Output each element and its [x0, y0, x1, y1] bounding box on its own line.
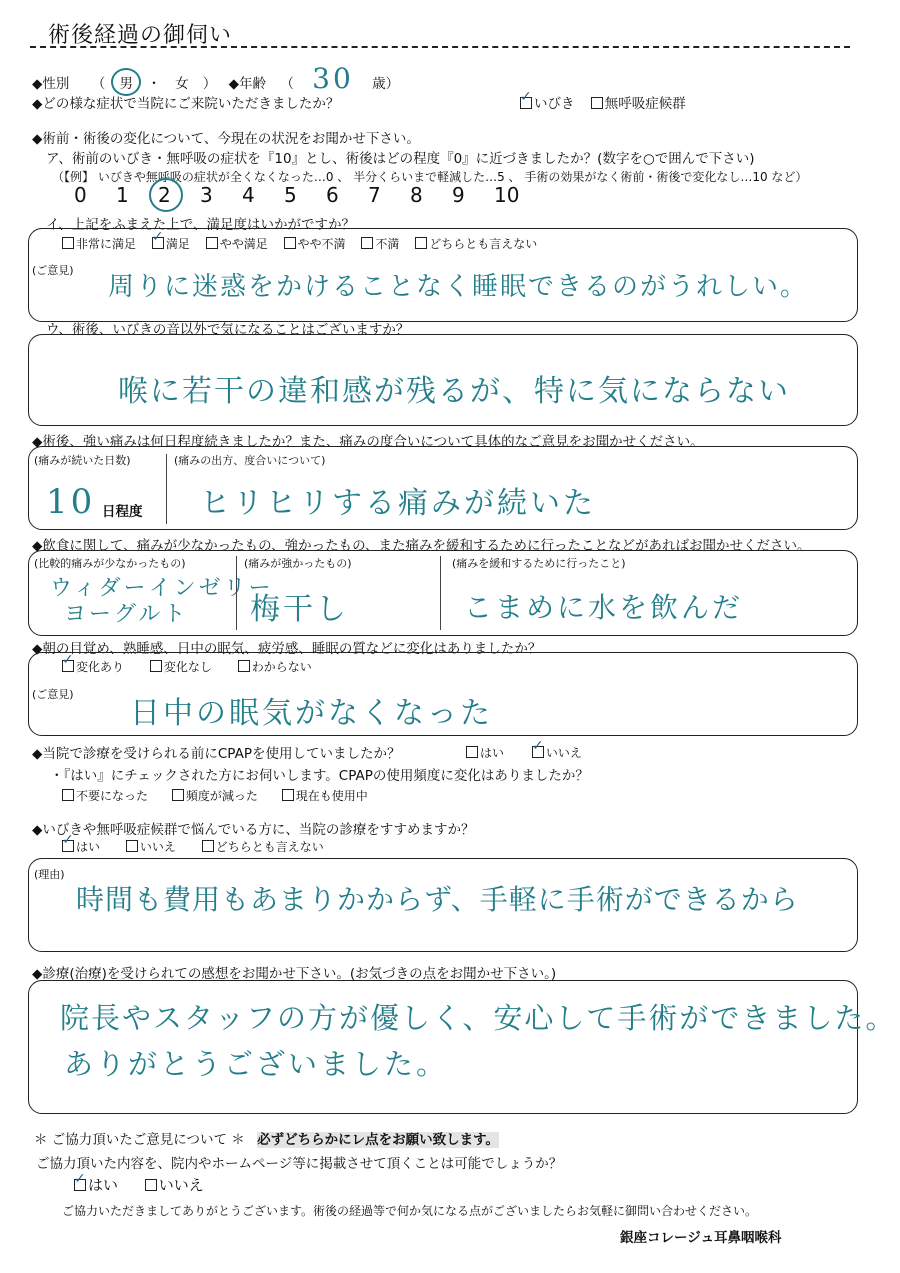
q2-b-option[interactable]: ✓ 満足	[152, 237, 190, 251]
checkbox-icon	[126, 840, 138, 852]
q3-question: ウ、術後、いびきの音以外で気になることはございますか？	[46, 322, 410, 338]
q8-option-yes[interactable]: ✓はい	[62, 840, 100, 854]
q5-relief-label: (痛みを緩和するために行ったこと)	[452, 557, 626, 570]
q8-question: ◆いびきや無呼吸症候群で悩んでいる方に、当院の診療をすすめますか？	[32, 822, 475, 838]
gender-label: ◆性別	[32, 76, 70, 92]
q9-line2[interactable]: ありがとうございました。	[64, 1047, 449, 1081]
q7-followup-option[interactable]: 不要になった	[62, 789, 148, 803]
q4-days-label: (痛みが続いた日数)	[34, 454, 131, 467]
q6-option[interactable]: わからない	[238, 660, 312, 674]
q2-comment[interactable]: 周りに迷惑をかけることなく睡眠できるのがうれしい。	[108, 272, 809, 302]
q5-divider-1	[236, 556, 237, 630]
q5-less-line2[interactable]: ヨーグルト	[64, 602, 189, 627]
q9-line1[interactable]: 院長やスタッフの方が優しく、安心して手術ができました。	[60, 1001, 897, 1035]
q8-reason[interactable]: 時間も費用もあまりかからず、手軽に手術ができるから	[76, 883, 799, 916]
q5-question: ◆飲食に関して、痛みが少なかったもの、強かったもの、また痛みを緩和するために行ったことなどがあればお聞かせください。	[32, 538, 811, 554]
scale-6[interactable]: 6	[326, 183, 339, 207]
checkbox-checked-icon	[74, 1179, 86, 1191]
age-unit: 歳）	[372, 76, 400, 92]
q2-b-options	[62, 235, 549, 252]
checkbox-icon	[145, 1179, 157, 1191]
scale-1[interactable]: 1	[116, 183, 129, 207]
scale-0[interactable]: 0	[74, 183, 87, 207]
q1-option-apnea[interactable]: 無呼吸症候群	[591, 96, 686, 112]
q4-days-value[interactable]: 10	[46, 482, 96, 522]
footer-note-left: ＊ ご協力頂いたご意見について ＊	[34, 1132, 245, 1148]
footer-note-bold: 必ずどちらかにレ点をお願い致します。	[257, 1132, 500, 1148]
q4-pain-answer[interactable]: ヒリヒリする痛みが続いた	[200, 486, 596, 521]
q2-b-option[interactable]: やや不満	[284, 237, 346, 251]
q1-options	[520, 92, 698, 112]
scale-3[interactable]: 3	[200, 183, 213, 207]
q5-less-line1[interactable]: ウィダーインゼリー	[50, 576, 274, 601]
q5-less-label: (比較的痛みが少なかったもの)	[34, 557, 186, 570]
q4-question: ◆術後、強い痛みは何日程度続きましたか？また、痛みの度合いについて具体的なご意見をお聞かせください。	[32, 434, 704, 450]
q8-reason-label: (理由)	[34, 868, 65, 881]
q7-option-no[interactable]: ✓ いいえ	[532, 746, 582, 760]
q3-answer[interactable]: 喉に若干の違和感が残るが、特に気にならない	[118, 374, 790, 409]
q6-option[interactable]: 変化なし	[150, 660, 212, 674]
q7-options	[466, 744, 594, 761]
q2-scale	[74, 183, 536, 207]
scale-8[interactable]: 8	[410, 183, 423, 207]
q2-b-text: イ、上記をふまえた上で、満足度はいかがですか？	[46, 217, 356, 233]
q7-question: ◆当院で診療を受けられる前にCPAPを使用していましたか？	[32, 746, 401, 762]
gender-male[interactable]: 男	[119, 72, 133, 92]
checkbox-checked-icon	[62, 840, 74, 852]
q2-b-option[interactable]: 非常に満足	[62, 237, 136, 251]
checkbox-checked-icon	[520, 97, 532, 109]
checkbox-icon	[591, 97, 603, 109]
checkbox-icon	[466, 746, 478, 758]
checkbox-icon	[282, 789, 294, 801]
checkbox-checked-icon	[152, 237, 164, 249]
q4-pain-label: (痛みの出方、度合いについて)	[174, 454, 326, 467]
scale-5[interactable]: 5	[284, 183, 297, 207]
q6-option[interactable]: ✓変化あり	[62, 660, 124, 674]
q1-option-snoring[interactable]: ✓ いびき	[520, 96, 575, 112]
footer-options	[74, 1174, 216, 1195]
age-value[interactable]: 30	[312, 62, 354, 95]
q7-followup-option[interactable]: 頻度が減った	[172, 789, 258, 803]
q2-a-text: ア、術前のいびき・無呼吸の症状を『10』とし、術後はどの程度『0』に近づきましたか？(数字を○で囲んで下さい)	[46, 151, 755, 167]
q2-b-option[interactable]: やや満足	[206, 237, 268, 251]
q6-question: ◆朝の目覚め、熟睡感、日中の眠気、疲労感、睡眠の質などに変化はありましたか？	[32, 641, 542, 657]
checkbox-icon	[415, 237, 427, 249]
q5-strong-answer[interactable]: 梅干し	[250, 592, 349, 627]
title-divider	[30, 46, 850, 48]
page-title: 術後経過の御伺い	[48, 23, 233, 48]
checkbox-checked-icon	[62, 660, 74, 672]
checkbox-icon	[62, 789, 74, 801]
checkbox-icon	[150, 660, 162, 672]
footer-option-no[interactable]: いいえ	[145, 1176, 204, 1194]
q4-days-unit: 日程度	[102, 504, 143, 520]
footer-question: ご協力頂いた内容を、院内やホームページ等に掲載させて頂くことは可能でしょうか？	[36, 1156, 563, 1172]
checkbox-icon	[361, 237, 373, 249]
q6-options	[62, 658, 324, 675]
q7-followup-options	[62, 787, 380, 804]
q2-b-option[interactable]: 不満	[361, 237, 399, 251]
profile-row: ◆性別 （ 男 ・ 女 ） ◆年齢 （ 30 歳）	[32, 62, 400, 95]
q7-followup: ・『はい』にチェックされた方にお伺いします。CPAPの使用頻度に変化はありましたか？	[50, 768, 589, 784]
checkbox-icon	[202, 840, 214, 852]
footer-note	[34, 1128, 499, 1148]
selection-circle-icon	[149, 178, 183, 212]
q5-divider-2	[440, 556, 441, 630]
q6-comment-label: (ご意見)	[32, 688, 74, 701]
q8-option-no[interactable]: いいえ	[126, 840, 176, 854]
checkbox-icon	[284, 237, 296, 249]
scale-9[interactable]: 9	[452, 183, 465, 207]
q7-followup-option[interactable]: 現在も使用中	[282, 789, 368, 803]
scale-2[interactable]: 2	[158, 183, 200, 207]
q7-option-yes[interactable]: はい	[466, 746, 504, 760]
q5-relief-answer[interactable]: こまめに水を飲んだ	[464, 591, 744, 624]
scale-4[interactable]: 4	[242, 183, 255, 207]
q1-question: ◆どの様な症状で当院にご来院いただきましたか？	[32, 96, 340, 112]
scale-10[interactable]: 10	[494, 183, 520, 207]
q2-comment-label: (ご意見)	[32, 264, 74, 277]
checkbox-icon	[172, 789, 184, 801]
footer-option-yes[interactable]: ✓はい	[74, 1176, 118, 1194]
q9-question: ◆診療(治療)を受けられての感想をお聞かせ下さい。(お気づきの点をお聞かせ下さい。)	[32, 966, 557, 982]
age-label: ◆年齢	[228, 76, 267, 92]
q6-comment[interactable]: 日中の眠気がなくなった	[130, 696, 493, 731]
q2-b-option[interactable]: どちらとも言えない	[415, 237, 537, 251]
checkbox-icon	[238, 660, 250, 672]
q5-strong-label: (痛みが強かったもの)	[244, 557, 352, 570]
q2-example: （【例】 いびきや無呼吸の症状が全くなくなった…0 、 半分くらいまで軽減した…5 、 手術の効果がなく術前・術後で変化なし…10 など）	[52, 170, 808, 184]
clinic-name: 銀座コレージュ耳鼻咽喉科	[620, 1230, 782, 1246]
footer-thanks: ご協力いただきましてありがとうございます。術後の経過等で何か気になる点がございましたらお気軽に御問い合わせください。	[62, 1204, 758, 1218]
gender-female[interactable]: 女	[175, 76, 189, 92]
checkbox-icon	[62, 237, 74, 249]
checkbox-icon	[206, 237, 218, 249]
scale-7[interactable]: 7	[368, 183, 381, 207]
q8-option-neither[interactable]: どちらとも言えない	[202, 840, 324, 854]
q8-options	[62, 838, 336, 855]
q2-intro: ◆術前・術後の変化について、今現在の状況をお聞かせ下さい。	[32, 131, 420, 147]
checkbox-checked-icon	[532, 746, 544, 758]
q4-divider	[166, 454, 167, 524]
